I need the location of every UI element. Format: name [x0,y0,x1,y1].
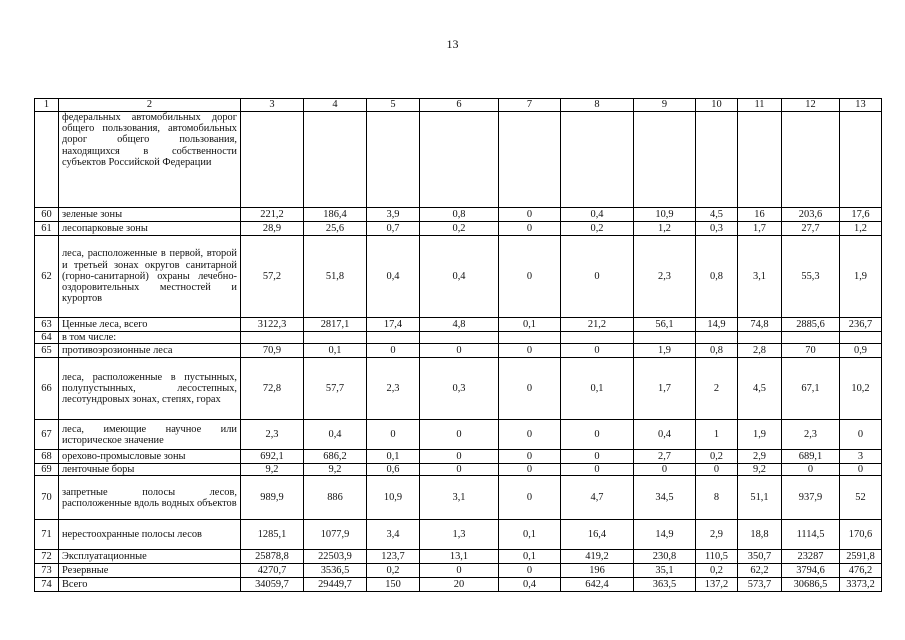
table-row [35,344,882,358]
table-cell: 28,9 [241,222,304,236]
table-cell: 0 [420,420,499,450]
table-cell: 0 [367,420,420,450]
table-cell: 9,2 [241,464,304,476]
table-cell: 0,1 [499,520,561,550]
table-cell: 0,4 [420,236,499,318]
table-row [35,222,882,236]
row-number: 74 [35,578,59,592]
table-cell: 56,1 [634,318,696,332]
table-cell: 1,7 [738,222,782,236]
table-cell: 0 [561,420,634,450]
row-label: зеленые зоны [59,208,241,222]
table-cell: 110,5 [696,550,738,564]
table-cell: 21,2 [561,318,634,332]
table-cell: 573,7 [738,578,782,592]
table-cell [420,112,499,208]
table-cell: 363,5 [634,578,696,592]
row-number: 73 [35,564,59,578]
table-cell: 2,3 [367,358,420,420]
table-cell: 23287 [782,550,840,564]
column-header: 9 [634,99,696,112]
table-cell [304,112,367,208]
table-cell: 3794,6 [782,564,840,578]
row-label: Эксплуатационные [59,550,241,564]
table-cell: 0,4 [634,420,696,450]
row-label: Всего [59,578,241,592]
table-cell: 3,9 [367,208,420,222]
header-row [35,99,882,112]
table-cell: 3122,3 [241,318,304,332]
table-cell: 70 [782,344,840,358]
table-row [35,208,882,222]
row-number: 64 [35,332,59,344]
table-cell: 689,1 [782,450,840,464]
table-cell: 0,2 [420,222,499,236]
row-number [35,112,59,208]
table-cell: 4,5 [738,358,782,420]
table-cell: 17,6 [840,208,882,222]
row-label: ленточные боры [59,464,241,476]
table-cell: 3,4 [367,520,420,550]
row-number: 63 [35,318,59,332]
table-cell: 137,2 [696,578,738,592]
table-cell: 0 [420,464,499,476]
column-header: 13 [840,99,882,112]
row-label: лесопарковые зоны [59,222,241,236]
table-row [35,564,882,578]
table-cell: 230,8 [634,550,696,564]
table-cell: 10,2 [840,358,882,420]
table-cell: 3536,5 [304,564,367,578]
row-number: 61 [35,222,59,236]
table-cell: 2,3 [634,236,696,318]
table-cell: 0 [561,464,634,476]
row-label: орехово-промысловые зоны [59,450,241,464]
table-cell: 1285,1 [241,520,304,550]
table-cell [241,332,304,344]
column-header: 5 [367,99,420,112]
column-header: 10 [696,99,738,112]
table-cell: 0,2 [367,564,420,578]
table-cell: 186,4 [304,208,367,222]
table-cell: 0 [840,420,882,450]
table-cell: 686,2 [304,450,367,464]
table-cell: 0,8 [696,344,738,358]
table-cell: 886 [304,476,367,520]
table-cell: 0 [499,344,561,358]
table-cell: 62,2 [738,564,782,578]
table-cell: 2,9 [738,450,782,464]
table-cell: 22503,9 [304,550,367,564]
table-cell: 4270,7 [241,564,304,578]
row-label: Ценные леса, всего [59,318,241,332]
column-header: 7 [499,99,561,112]
table-cell: 29449,7 [304,578,367,592]
table-cell: 203,6 [782,208,840,222]
table-cell: 0,3 [420,358,499,420]
column-header: 4 [304,99,367,112]
table-cell: 1,3 [420,520,499,550]
table-cell: 30686,5 [782,578,840,592]
table-cell: 9,2 [304,464,367,476]
table-cell: 2,9 [696,520,738,550]
table-cell: 0 [561,450,634,464]
row-label: леса, расположенные в пустынных, полупустынных, лесостепных, лесотундровых зонах, степях, горах [59,358,241,420]
table-cell: 236,7 [840,318,882,332]
table-cell: 0 [499,450,561,464]
table-cell: 4,8 [420,318,499,332]
row-number: 69 [35,464,59,476]
table-cell: 419,2 [561,550,634,564]
table-cell [738,332,782,344]
forest-data-table [34,98,882,592]
table-cell: 989,9 [241,476,304,520]
table-cell: 2817,1 [304,318,367,332]
table-cell: 2,3 [241,420,304,450]
table-cell: 2 [696,358,738,420]
table-cell: 0,8 [696,236,738,318]
table-cell: 0 [840,464,882,476]
row-label: в том числе: [59,332,241,344]
table-cell: 0 [499,208,561,222]
column-header: 6 [420,99,499,112]
table-cell: 8 [696,476,738,520]
table-cell: 3 [840,450,882,464]
table-cell: 34059,7 [241,578,304,592]
table-cell: 1077,9 [304,520,367,550]
table-cell [696,112,738,208]
table-cell: 10,9 [634,208,696,222]
table-row [35,550,882,564]
table-cell: 0,1 [367,450,420,464]
table-cell: 0 [420,344,499,358]
table-cell [561,332,634,344]
table-cell [499,332,561,344]
row-number: 65 [35,344,59,358]
table-cell: 2591,8 [840,550,882,564]
table-cell: 0,2 [696,450,738,464]
column-header: 11 [738,99,782,112]
table-cell [782,332,840,344]
table-cell: 0,1 [304,344,367,358]
table-cell: 642,4 [561,578,634,592]
table-row [35,520,882,550]
table-cell [634,112,696,208]
table-cell: 20 [420,578,499,592]
table-cell: 0,3 [696,222,738,236]
table-cell: 0,8 [420,208,499,222]
table-row [35,476,882,520]
table-cell: 1114,5 [782,520,840,550]
table-cell: 3,1 [420,476,499,520]
table-cell: 170,6 [840,520,882,550]
table-row [35,236,882,318]
table-cell: 2,7 [634,450,696,464]
table-cell: 14,9 [696,318,738,332]
table-cell: 0 [499,476,561,520]
table-cell: 2,8 [738,344,782,358]
row-number: 62 [35,236,59,318]
table-cell: 51,8 [304,236,367,318]
table-cell [367,332,420,344]
table-cell: 0,1 [499,318,561,332]
table-cell [738,112,782,208]
table-cell [367,112,420,208]
table-row [35,318,882,332]
table-cell: 0 [499,358,561,420]
table-cell: 0 [634,464,696,476]
table-cell: 1,2 [840,222,882,236]
table-cell: 72,8 [241,358,304,420]
table-cell: 0,4 [499,578,561,592]
row-number: 66 [35,358,59,420]
table-cell: 0 [499,222,561,236]
row-label: нерестоохранные полосы лесов [59,520,241,550]
table-cell: 350,7 [738,550,782,564]
table-cell: 0 [561,344,634,358]
column-header: 2 [59,99,241,112]
table-cell: 2885,6 [782,318,840,332]
table-cell [304,332,367,344]
table-cell [634,332,696,344]
table-cell: 4,5 [696,208,738,222]
table-cell: 0 [420,450,499,464]
row-number: 67 [35,420,59,450]
table-cell: 10,9 [367,476,420,520]
table-row [35,332,882,344]
table-cell [499,112,561,208]
table-cell: 57,7 [304,358,367,420]
table-cell: 52 [840,476,882,520]
table-cell: 0,9 [840,344,882,358]
table-cell: 0,2 [696,564,738,578]
row-number: 68 [35,450,59,464]
table-cell [241,112,304,208]
table-cell: 0,4 [304,420,367,450]
table-row [35,450,882,464]
table-cell: 25878,8 [241,550,304,564]
table-cell: 0,4 [367,236,420,318]
table-cell: 2,3 [782,420,840,450]
table-cell: 0 [420,564,499,578]
row-number: 72 [35,550,59,564]
table-cell: 13,1 [420,550,499,564]
table-cell: 70,9 [241,344,304,358]
table-cell: 0,4 [561,208,634,222]
table-row [35,578,882,592]
table-cell: 0 [499,236,561,318]
table-cell: 0 [561,236,634,318]
row-number: 70 [35,476,59,520]
table-cell: 0 [367,344,420,358]
table-cell: 18,8 [738,520,782,550]
table-cell: 3373,2 [840,578,882,592]
table-cell [840,332,882,344]
table-cell [696,332,738,344]
table-cell: 16,4 [561,520,634,550]
table-cell: 0 [782,464,840,476]
table-row [35,420,882,450]
table-cell: 9,2 [738,464,782,476]
column-header: 3 [241,99,304,112]
table-cell: 221,2 [241,208,304,222]
table-cell: 1,7 [634,358,696,420]
table-cell: 476,2 [840,564,882,578]
table-cell: 51,1 [738,476,782,520]
table-cell: 0,7 [367,222,420,236]
table-cell: 0 [499,420,561,450]
table-cell: 0 [499,464,561,476]
table-cell: 0 [499,564,561,578]
row-label: запретные полосы лесов, расположенные вдоль водных объектов [59,476,241,520]
table-cell: 27,7 [782,222,840,236]
table-cell: 1 [696,420,738,450]
table-cell [420,332,499,344]
table-cell: 0,1 [561,358,634,420]
column-header: 12 [782,99,840,112]
table-cell [840,112,882,208]
table-cell: 35,1 [634,564,696,578]
table-cell [561,112,634,208]
row-number: 71 [35,520,59,550]
table-cell: 17,4 [367,318,420,332]
table-cell: 1,9 [738,420,782,450]
table-cell: 937,9 [782,476,840,520]
table-cell: 57,2 [241,236,304,318]
table-row [35,464,882,476]
row-label: леса, расположенные в первой, второй и третьей зонах округов санитарной (горно-санитарной) охраны лечебно-оздоровительных местностей и курортов [59,236,241,318]
row-label: противоэрозионные леса [59,344,241,358]
table-cell [782,112,840,208]
table-cell: 0,6 [367,464,420,476]
table-cell: 14,9 [634,520,696,550]
table-cell: 692,1 [241,450,304,464]
table-cell: 25,6 [304,222,367,236]
row-label: леса, имеющие научное или историческое значение [59,420,241,450]
row-label: Резервные [59,564,241,578]
column-header: 8 [561,99,634,112]
table-cell: 16 [738,208,782,222]
row-label: федеральных автомобильных дорог общего пользования, автомобильных дорог общего пользования, находящихся в собственности субъектов Российской Федерации [59,112,241,208]
table-cell: 34,5 [634,476,696,520]
table-cell: 74,8 [738,318,782,332]
row-number: 60 [35,208,59,222]
table-cell: 1,2 [634,222,696,236]
table-cell: 67,1 [782,358,840,420]
column-header: 1 [35,99,59,112]
table-cell: 196 [561,564,634,578]
table-row [35,358,882,420]
table-cell: 0,1 [499,550,561,564]
page-number: 13 [446,37,459,51]
table-row [35,112,882,208]
table-cell: 1,9 [840,236,882,318]
table-cell: 123,7 [367,550,420,564]
table-cell: 1,9 [634,344,696,358]
table-cell: 0 [696,464,738,476]
table-cell: 150 [367,578,420,592]
table-cell: 3,1 [738,236,782,318]
table-cell: 4,7 [561,476,634,520]
table-cell: 0,2 [561,222,634,236]
table-cell: 55,3 [782,236,840,318]
